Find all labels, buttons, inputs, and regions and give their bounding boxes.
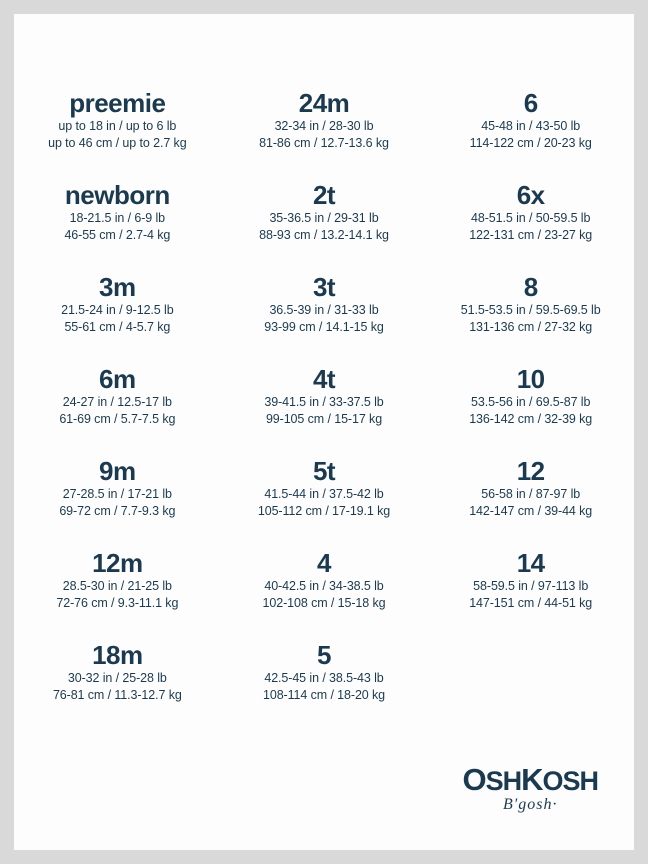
size-block bbox=[14, 272, 221, 337]
size-measurement-metric: 46-55 cm / 2.7-4 kg bbox=[64, 228, 171, 242]
size-measurement-metric: 88-93 cm / 13.2-14.1 kg bbox=[259, 228, 389, 242]
size-block bbox=[14, 364, 221, 429]
size-block bbox=[427, 456, 634, 521]
size-block bbox=[427, 180, 634, 245]
size-name: 5 bbox=[317, 640, 331, 670]
size-measurement-metric: 69-72 cm / 7.7-9.3 kg bbox=[59, 504, 176, 518]
size-block bbox=[221, 364, 428, 429]
size-name: 4 bbox=[317, 548, 331, 578]
logo-letters-osh: OSH bbox=[542, 766, 598, 796]
size-column-2 bbox=[221, 88, 428, 732]
oshkosh-logo bbox=[462, 762, 598, 814]
size-measurement-imperial: 48-51.5 in / 50-59.5 lb bbox=[471, 211, 591, 225]
size-measurement-imperial: 45-48 in / 43-50 lb bbox=[481, 119, 581, 133]
size-block bbox=[221, 88, 428, 153]
size-name: 3t bbox=[312, 272, 336, 302]
size-chart-grid bbox=[14, 88, 634, 732]
size-name: 6m bbox=[99, 364, 136, 394]
size-name: 3m bbox=[99, 272, 136, 302]
size-measurement-metric: 61-69 cm / 5.7-7.5 kg bbox=[59, 412, 176, 426]
size-measurement-metric: 99-105 cm / 15-17 kg bbox=[265, 412, 383, 426]
size-name: 2t bbox=[312, 180, 336, 210]
size-block bbox=[221, 272, 428, 337]
size-measurement-metric: up to 46 cm / up to 2.7 kg bbox=[48, 136, 187, 150]
size-name: 12m bbox=[92, 548, 143, 578]
size-block bbox=[427, 364, 634, 429]
size-measurement-imperial: up to 18 in / up to 6 lb bbox=[58, 119, 177, 133]
size-measurement-metric: 76-81 cm / 11.3-12.7 kg bbox=[52, 688, 182, 702]
size-measurement-metric: 136-142 cm / 32-39 kg bbox=[469, 412, 593, 426]
size-measurement-metric: 147-151 cm / 44-51 kg bbox=[469, 596, 593, 610]
logo-wordmark bbox=[462, 762, 598, 797]
size-measurement-metric: 114-122 cm / 20-23 kg bbox=[469, 136, 592, 150]
size-measurement-imperial: 18-21.5 in / 6-9 lb bbox=[69, 211, 166, 225]
size-name: 12 bbox=[516, 456, 545, 486]
size-block bbox=[427, 548, 634, 613]
size-name: 24m bbox=[298, 88, 350, 118]
size-measurement-imperial: 32-34 in / 28-30 lb bbox=[274, 119, 374, 133]
size-measurement-imperial: 30-32 in / 25-28 lb bbox=[67, 671, 167, 685]
logo-letters-sh: SH bbox=[485, 766, 522, 796]
size-block bbox=[221, 180, 428, 245]
size-block-empty bbox=[427, 640, 634, 705]
size-measurement-metric: 142-147 cm / 39-44 kg bbox=[469, 504, 593, 518]
size-measurement-imperial: 51.5-53.5 in / 59.5-69.5 lb bbox=[460, 303, 601, 317]
size-measurement-metric: 131-136 cm / 27-32 kg bbox=[469, 320, 593, 334]
size-measurement-metric: 122-131 cm / 23-27 kg bbox=[469, 228, 593, 242]
size-name: 14 bbox=[516, 548, 545, 578]
size-measurement-imperial: 24-27 in / 12.5-17 lb bbox=[62, 395, 172, 409]
size-name: 9m bbox=[99, 456, 136, 486]
size-name: newborn bbox=[64, 180, 170, 210]
size-block bbox=[221, 456, 428, 521]
size-measurement-metric: 105-112 cm / 17-19.1 kg bbox=[257, 504, 391, 518]
size-name: preemie bbox=[69, 88, 166, 118]
size-name: 5t bbox=[312, 456, 336, 486]
size-measurement-imperial: 42.5-45 in / 38.5-43 lb bbox=[264, 671, 384, 685]
size-block bbox=[427, 272, 634, 337]
size-block bbox=[14, 548, 221, 613]
size-measurement-metric: 108-114 cm / 18-20 kg bbox=[262, 688, 386, 702]
size-measurement-imperial: 58-59.5 in / 97-113 lb bbox=[473, 579, 589, 593]
size-measurement-imperial: 36.5-39 in / 31-33 lb bbox=[269, 303, 379, 317]
size-column-3 bbox=[427, 88, 634, 732]
size-measurement-imperial: 41.5-44 in / 37.5-42 lb bbox=[264, 487, 384, 501]
size-block bbox=[14, 640, 221, 705]
size-block bbox=[221, 640, 428, 705]
size-measurement-imperial: 40-42.5 in / 34-38.5 lb bbox=[264, 579, 384, 593]
size-measurement-metric: 93-99 cm / 14.1-15 kg bbox=[264, 320, 384, 334]
size-block bbox=[427, 88, 634, 153]
size-measurement-metric: 81-86 cm / 12.7-13.6 kg bbox=[259, 136, 389, 150]
size-measurement-metric: 55-61 cm / 4-5.7 kg bbox=[64, 320, 171, 334]
size-measurement-imperial: 28.5-30 in / 21-25 lb bbox=[62, 579, 172, 593]
size-measurement-imperial: 56-58 in / 87-97 lb bbox=[481, 487, 581, 501]
size-measurement-imperial: 21.5-24 in / 9-12.5 lb bbox=[61, 303, 174, 317]
logo-letter-k: K bbox=[521, 762, 543, 797]
size-name: 8 bbox=[523, 272, 538, 302]
size-block bbox=[14, 88, 221, 153]
size-name: 10 bbox=[516, 364, 545, 394]
size-measurement-imperial: 35-36.5 in / 29-31 lb bbox=[269, 211, 379, 225]
size-measurement-metric: 102-108 cm / 15-18 kg bbox=[262, 596, 386, 610]
logo-letter-o: O bbox=[462, 762, 486, 797]
logo-tagline: B'gosh· bbox=[503, 796, 558, 813]
size-measurement-metric: 72-76 cm / 9.3-11.1 kg bbox=[56, 596, 179, 610]
size-column-1 bbox=[14, 88, 221, 732]
size-block bbox=[221, 548, 428, 613]
size-name: 4t bbox=[312, 364, 336, 394]
size-block bbox=[14, 456, 221, 521]
size-name: 6 bbox=[523, 88, 538, 118]
size-measurement-imperial: 53.5-56 in / 69.5-87 lb bbox=[471, 395, 591, 409]
size-chart-page bbox=[14, 14, 634, 850]
size-name: 18m bbox=[92, 640, 143, 670]
size-block bbox=[14, 180, 221, 245]
size-measurement-imperial: 27-28.5 in / 17-21 lb bbox=[62, 487, 172, 501]
size-name: 6x bbox=[516, 180, 545, 210]
size-measurement-imperial: 39-41.5 in / 33-37.5 lb bbox=[264, 395, 384, 409]
